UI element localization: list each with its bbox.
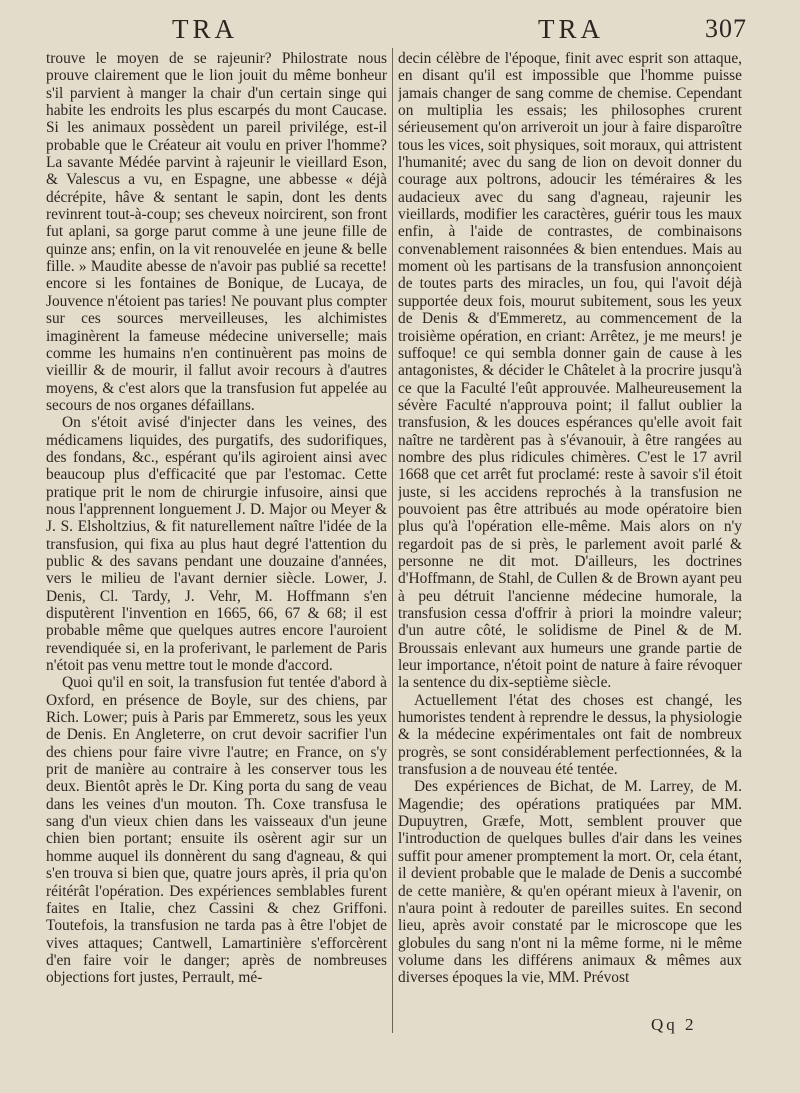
right-text-column — [398, 50, 742, 1035]
column-divider — [392, 48, 393, 1033]
paragraph-right-2: Actuellement l'état des choses est changé, les humoristes tendent à reprendre le dessus, la physiologie & la médecine expérimentales ont fait de nombreux progrès, se sont considérablement perfectionnées, & la transfusion a de nouveau été tentée. — [398, 691, 742, 779]
running-head-left-title: TRA — [172, 14, 238, 44]
page-number: 307 — [705, 14, 747, 43]
paragraph-left-1: trouve le moyen de se rajeunir? Philostrate nous prouve clairement que le lion jouit du même bonheur s'il parvient à manger la chair d'un certain singe qui habite les endroits les plus escarpés du mont Caucase. Si les animaux possèdent un pareil privilége, est-il probable que le Créateur ait voulu en priver l'homme? La savante Médée parvint à rajeunir le vieillard Eson, & Valescus a vu, en Espagne, une abbesse « déjà décrépite, hâve & sentant le sapin, dont les dents revinrent tout-à-coup; ses cheveux noircirent, son front fut aplani, sa gorge parut comme à une jeune fille de quinze ans; enfin, on la vit renouvelée en jeune & belle fille. » Maudite abesse de n'avoir pas publié sa recette! encore si les fontaines de Bonique, de Lucaya, de Jouvence n'étoient pas taries! Ne pouvant plus compter sur ces sources merveilleuses, les alchimistes imaginèrent la fameuse médecine universelle; mais comme les humains n'en continuèrent pas moins de vieillir & de mourir, il fallut avoir recours à d'autres moyens, & c'est alors que la transfusion fut appelée au secours de nos organes défaillans. — [46, 50, 387, 414]
signature-mark: Qq 2 — [651, 1015, 697, 1034]
running-head — [0, 10, 800, 50]
paragraph-right-1: decin célèbre de l'époque, finit avec esprit son attaque, en disant qu'il est impossible que l'homme puisse jamais changer de sang comme de chemise. Cependant on multiplia les essais; les philosophes crurent sérieusement qu'on arriveroit un jour à faire disparoître tous les vices, soit physiques, soit moraux, qui attristent l'humanité; avec du sang de lion on devoit donner du courage aux poltrons, adoucir les téméraires & les audacieux avec du sang d'agneau, rajeunir les vieillards, modifier les caractères, guérir tous les maux enfin, à l'aide de contrastes, de combinaisons convenablement raisonnées & bien entendues. Mais au moment où les partisans de la transfusion annonçoient de toutes parts des miracles, un fou, qui l'avoit déjà supportée deux fois, mourut subitement, sous les yeux de Denis & d'Emmeretz, au commencement de la troisième opération, en criant: Arrêtez, je me meurs! je suffoque! ce qui sembla donner gain de cause à les antagonistes, & décider le Châtelet à la procrire jusqu'à ce que la Faculté l'eût approuvée. Malheureusement la sévère Faculté n'approuva point; il fallut oublier la transfusion, & les douces espérances qu'elle avoit fait naître ne tardèrent pas à s'évanouir, à être rangées au nombre des plus ridicules chimères. C'est le 17 avril 1668 que cet arrêt fut proclamé: reste à savoir s'il étoit juste, si les accidens reprochés à la transfusion ne pouvoient pas être attribués au mode opératoire bien plus qu'à l'opération elle-même. Mais alors on n'y regardoit pas de si près, le parlement avoit parlé & personne ne dit mot. D'ailleurs, les doctrines d'Hoffmann, de Stahl, de Cullen & de Brown ayant peu à peu détruit l'ancienne médecine humorale, la transfusion cessa d'offrir à priori la moindre valeur; d'un autre côté, le solidisme de Pinel & de M. Broussais enlevant aux humeurs une grande partie de leur importance, n'étoit point de nature à faire révoquer la sentence du dix-septième siècle. — [398, 50, 742, 692]
left-text-column — [46, 50, 387, 1035]
running-head-right-title: TRA — [538, 14, 604, 44]
paragraph-left-3: Quoi qu'il en soit, la transfusion fut tentée d'abord à Oxford, en présence de Boyle, sur des chiens, par Rich. Lower; puis à Paris par Emmeretz, sous les yeux de Denis. En Angleterre, on crut devoir sacrifier l'un des chiens pour faire vivre l'autre; en France, on s'y prit de manière au contraire à les conserver tous les deux. Bientôt après le Dr. King porta du sang de veau dans les veines d'un mouton. Th. Coxe transfusa le sang d'un vieux chien dans les vaisseaux d'un jeune chien bien portant; ensuite ils osèrent agir sur un homme auquel ils donnèrent du sang d'agneau, & qui s'en trouva si bien que, quatre jours après, il pria qu'on réitérât l'opération. Des expériences semblables furent faites en Italie, chez Cassini & chez Griffoni. Toutefois, la transfusion ne tarda pas à être l'objet de vives attaques; Cantwell, Lamartinière s'efforcèrent d'en faire voir le danger; après de nombreuses objections fort justes, Perrault, mé- — [46, 674, 387, 987]
paragraph-left-2: On s'étoit avisé d'injecter dans les veines, des médicamens liquides, des purgatifs, des sudorifiques, des fondans, &c., espérant qu'ils agiroient ainsi avec beaucoup plus d'efficacité que par l'estomac. Cette pratique prit le nom de chirurgie infusoire, ainsi que nous l'apprennent longuement J. D. Major ou Meyer & J. S. Elsholtzius, & fit naturellement naître l'idée de la transfusion, qui fixa au plus haut degré l'attention du public & des savans pendant une douzaine d'années, vers le milieu de l'avant dernier siècle. Lower, J. Denis, Cl. Tardy, J. Vehr, M. Hoffmann s'en disputèrent l'invention en 1665, 66, 67 & 68; il est probable même que quelques autres encore l'auroient revendiquée si, en la proferivant, le parlement de Paris n'étoit pas venu mettre tout le monde d'accord. — [46, 414, 387, 675]
paragraph-right-3: Des expériences de Bichat, de M. Larrey, de M. Magendie; des opérations pratiquées par MM. Dupuytren, Græfe, Mott, semblent prouver que l'introduction de quelques bulles d'air dans les veines suffit pour amener promptement la mort. Or, cela étant, il devient probable que le malade de Denis a succombé de cette manière, & qu'en opérant mieux à l'avenir, on n'aura point à redouter de pareilles suites. En second lieu, après avoir constaté par le microscope que les globules du sang n'ont ni la même forme, ni le même volume dans les différens animaux & mêmes aux diverses époques la vie, MM. Prévost — [398, 778, 742, 987]
